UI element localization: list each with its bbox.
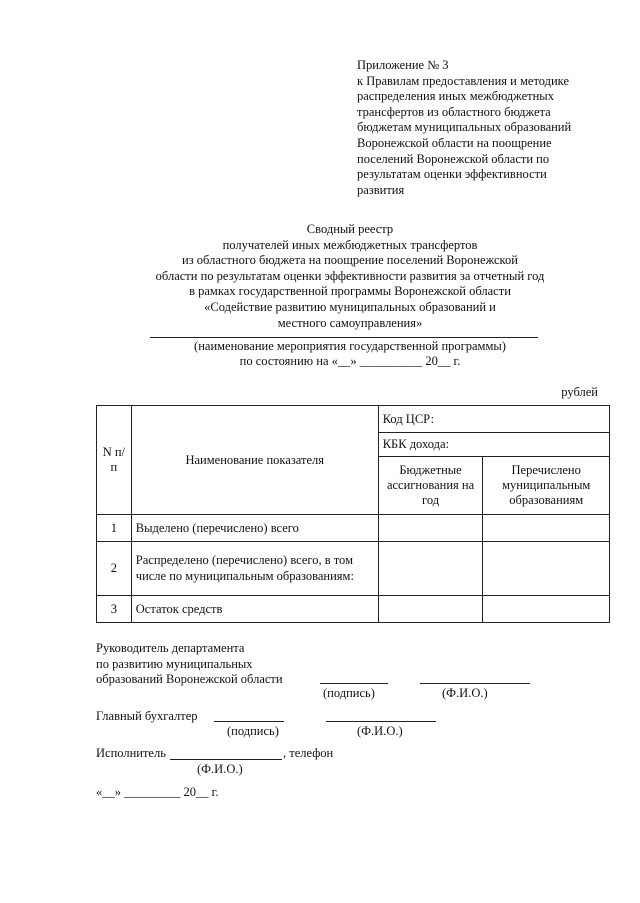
chief-fio-caption: (Ф.И.О.) [357, 724, 403, 738]
head-fio-caption: (Ф.И.О.) [442, 686, 488, 700]
appendix-block [357, 58, 627, 198]
title-line: «Содействие развитию муниципальных образований и [204, 299, 496, 314]
title-line: местного самоуправления» [277, 315, 423, 330]
head-line: образований Воронежской области [96, 672, 283, 687]
appendix-line: к Правилам предоставления и методике [357, 73, 569, 88]
appendix-line: развития [357, 182, 405, 197]
row-name: Распределено (перечислено) всего, в том числе по муниципальным образованиям: [131, 542, 378, 596]
measure-caption: (наименование мероприятия государственной программы) [194, 339, 506, 353]
chief-fio-line[interactable] [326, 721, 436, 722]
table-row [97, 515, 610, 542]
row-transferred[interactable] [483, 596, 610, 623]
table-row [97, 542, 610, 596]
title-line: в рамках государственной программы Воронежской области [189, 284, 511, 299]
unit-label: рублей [561, 385, 598, 399]
head-line: по развитию муниципальных [96, 656, 253, 671]
code-csr: Код ЦСР: [378, 406, 609, 433]
transferred-col-header: Перечислено муниципальным образованиям [483, 457, 610, 515]
head-of-department [96, 641, 283, 688]
title-line: получателей иных межбюджетных трансфертов [222, 237, 478, 252]
head-signature-line[interactable] [320, 683, 388, 684]
budget-col-header: Бюджетные ассигнования на год [378, 457, 483, 515]
date-line: «__» _________ 20__ г. [96, 785, 219, 799]
head-line: Руководитель департамента [96, 641, 245, 655]
appendix-line: Приложение № 3 [357, 58, 449, 72]
row-budget[interactable] [378, 515, 483, 542]
row-name: Остаток средств [131, 596, 378, 623]
num-header: N п/п [97, 406, 132, 515]
row-num: 1 [97, 515, 132, 542]
register-table [96, 405, 610, 623]
head-signature-caption: (подпись) [323, 686, 375, 700]
appendix-line: трансфертов из областного бюджета [357, 104, 551, 119]
appendix-line: результатам оценки эффективности [357, 167, 547, 182]
title-line: из областного бюджета на поощрение поселений Воронежской [182, 253, 518, 268]
head-fio-line[interactable] [420, 683, 530, 684]
executor-fio-caption: (Ф.И.О.) [197, 762, 243, 776]
document-title [130, 222, 570, 331]
name-header: Наименование показателя [131, 406, 378, 515]
appendix-line: Воронежской области на поощрение [357, 135, 552, 150]
row-transferred[interactable] [483, 515, 610, 542]
chief-signature-line[interactable] [214, 721, 284, 722]
row-budget[interactable] [378, 596, 483, 623]
as-of-date: по состоянию на «__» __________ 20__ г. [239, 354, 461, 368]
chief-accountant-label: Главный бухгалтер [96, 709, 198, 723]
appendix-line: распределения иных межбюджетных [357, 89, 554, 104]
appendix-line: поселений Воронежской области по [357, 151, 550, 166]
row-name: Выделено (перечислено) всего [131, 515, 378, 542]
title-line: Сводный реестр [306, 222, 394, 236]
appendix-line: бюджетам муниципальных образований [357, 120, 572, 135]
executor-fio-line[interactable] [170, 759, 282, 760]
row-transferred[interactable] [483, 542, 610, 596]
chief-signature-caption: (подпись) [227, 724, 279, 738]
measure-name-line [150, 337, 538, 338]
row-num: 3 [97, 596, 132, 623]
title-line: области по результатам оценки эффективности развития за отчетный год [155, 268, 545, 283]
row-num: 2 [97, 542, 132, 596]
kbk-income: КБК дохода: [378, 433, 609, 457]
row-budget[interactable] [378, 542, 483, 596]
executor-phone: , телефон [283, 746, 334, 760]
executor-label: Исполнитель [96, 746, 166, 760]
table-row [97, 596, 610, 623]
